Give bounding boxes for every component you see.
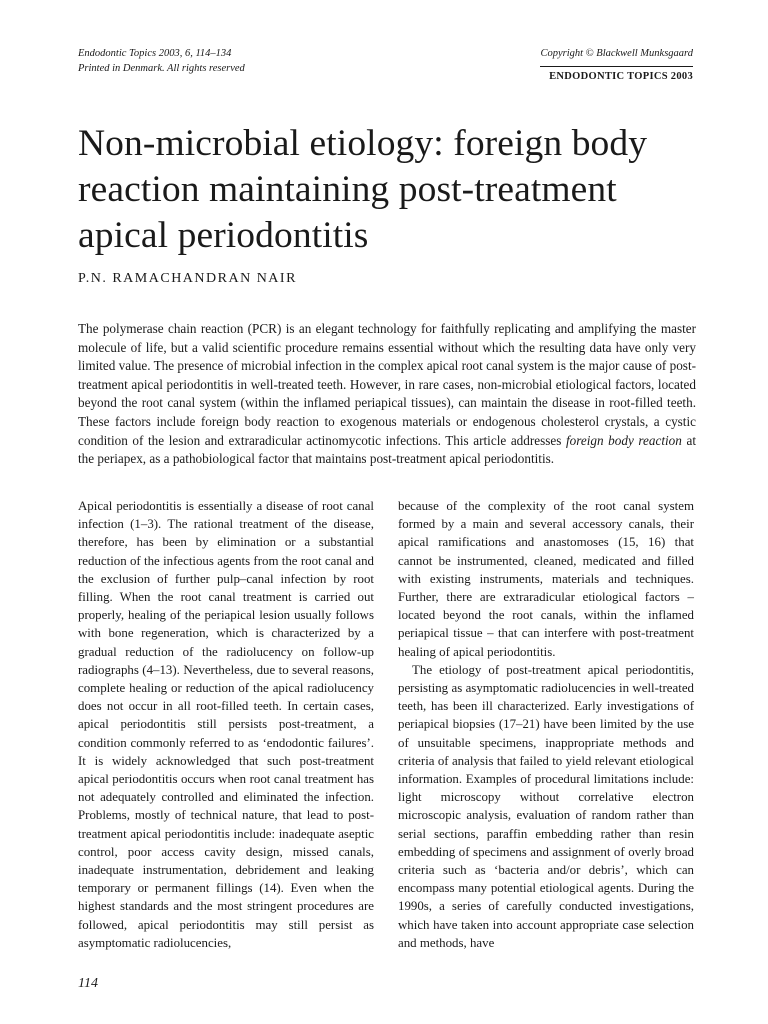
journal-name: ENDODONTIC TOPICS 2003	[540, 66, 693, 84]
article-author: P.N. RAMACHANDRAN NAIR	[78, 271, 297, 286]
abstract	[78, 320, 696, 469]
body-column-right	[398, 497, 694, 952]
body-column-left	[78, 497, 374, 952]
body-paragraph: Apical periodontitis is essentially a disease of root canal infection (1–3). The rational treatment of the disease, therefore, has been by elimination or a substantial reduction of the infectious agents from the root canal and the exclusion of further pulp–canal infection by root filling. When the root canal treatment is carried out properly, healing of the periapical lesion usually follows with bone regeneration, which is characterized by a gradual reduction of the radiolucency on follow-up radiographs (4–13). Nevertheless, due to several reasons, complete healing or reduction of the apical radiolucency does not occur in all root-filled teeth. In certain cases, apical periodontitis still persists post-treatment, a condition commonly referred to as ‘endodontic failures’. It is widely acknowledged that such post-treatment apical periodontitis occurs when root canal treatment has not adequately controlled and eliminated the infection. Problems, mostly of technical nature, that lead to post-treatment apical periodontitis include: inadequate aseptic control, poor access cavity design, missed canals, inadequate instrumentation, debridement and leaking temporary or permanent fillings (14). Even when the highest standards and the most stringent procedures are followed, apical periodontitis may still persist as asymptomatic radiolucencies,	[78, 499, 374, 950]
abstract-text-end: at the periapex, as a pathobiological factor that maintains post-treatment apical periodontitis.	[78, 432, 696, 467]
journal-masthead	[540, 46, 693, 84]
journal-citation	[78, 46, 245, 76]
body-paragraph: The etiology of post-treatment apical periodontitis, persisting as asymptomatic radiolucencies in well-treated teeth, has been ill characterized. Early investigations of periapical biopsies (17–21) have been limited by the use of unsuitable specimens, inappropriate methods and criteria of analysis that failed to yield relevant etiological information. Examples of procedural limitations include: light microscopy without correlative electron microscopic analysis, evaluation of random rather than serial sections, paraffin embedding rather than resin embedding of specimens and assignment of overly broad criteria such as ‘bacteria and/or debris’, which can encompass many potential etiological agents. During the 1990s, a series of carefully conducted investigations, which have taken into account appropriate case selection and methods, have	[398, 662, 694, 950]
abstract-text: The polymerase chain reaction (PCR) is an elegant technology for faithfully replicating and amplifying the master molecule of life, but a valid scientific procedure remains essential without which the resulting data have only very limited value. The presence of microbial infection in the complex apical root canal system is the major cause of post-treatment apical periodontitis in well-treated teeth. However, in rare cases, non-microbial etiological factors, located beyond the root canal system (within the inflamed periapical tissues), can maintain the disease in root-filled teeth. These factors include foreign body reaction to exogenous materials or endogenous cholesterol crystals, a cystic condition of the lesion and extraradicular actinomycotic infections. This article addresses	[78, 321, 696, 448]
journal-info-line: Endodontic Topics 2003, 6, 114–134	[78, 48, 232, 59]
print-info-line: Printed in Denmark. All rights reserved	[78, 63, 245, 74]
article-title: Non-microbial etiology: foreign body reaction maintaining post-treatment apical periodontitis	[78, 123, 648, 256]
page-number: 114	[78, 976, 98, 991]
abstract-emphasis: foreign body reaction	[565, 432, 682, 448]
copyright-notice: Copyright © Blackwell Munksgaard	[540, 48, 693, 59]
body-paragraph: because of the complexity of the root canal system formed by a main and several accessory canals, their apical ramifications and anastomoses (15, 16) that cannot be instrumented, cleaned, medicated and filled with existing instruments, materials and techniques. Further, there are extraradicular etiological factors – located beyond the root canals, within the inflamed periapical tissue – that can interfere with post-treatment healing of apical periodontitis.	[398, 499, 694, 659]
